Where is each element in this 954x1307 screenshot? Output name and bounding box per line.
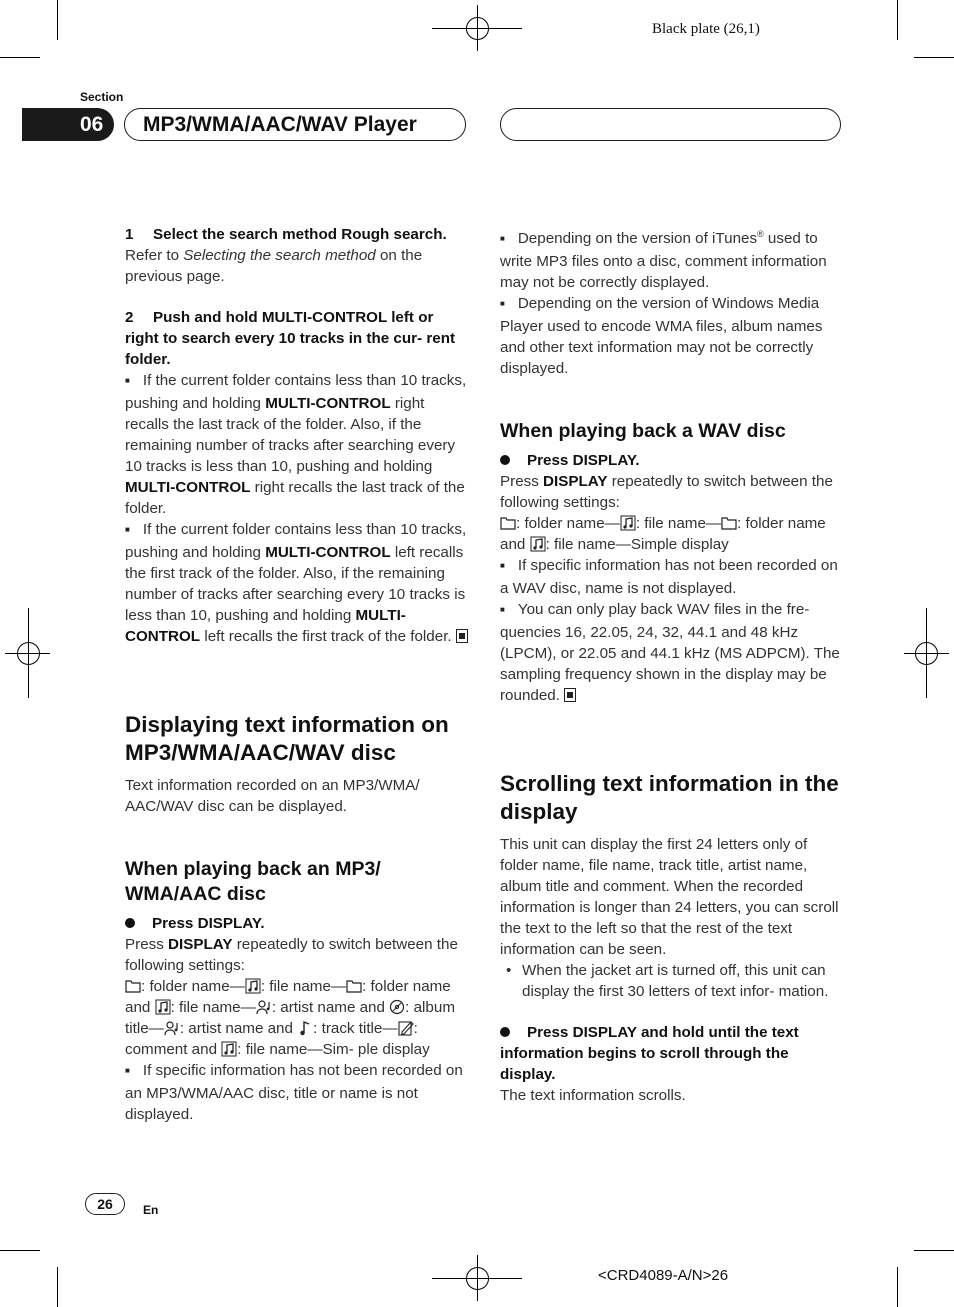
language-label: En	[143, 1203, 159, 1217]
comment-icon	[398, 1020, 414, 1036]
section-subtitle-box	[500, 108, 841, 141]
music-note-icon	[530, 536, 546, 552]
heading-intro-text: Text information recorded on an MP3/WMA/ AAC/WAV disc can be displayed.	[125, 777, 420, 815]
bullet-dot-icon	[125, 918, 135, 928]
press-display-text: Press DISPLAY repeatedly to switch between the following settings:	[125, 936, 458, 974]
crop-mark	[897, 0, 898, 40]
bullet-dot-icon	[500, 1027, 510, 1037]
press-display-step: Press DISPLAY.	[500, 450, 845, 471]
end-mark-icon	[456, 629, 468, 643]
section-label: Section	[80, 90, 124, 104]
bullet-note: ■ Depending on the version of Windows Media Player used to encode WMA files, album names and other text information may not be correctly displayed.	[500, 293, 845, 379]
bullet-note: ■ Depending on the version of iTunes® used to write MP3 files onto a disc, comment information may not be correctly displayed.	[500, 224, 845, 293]
crop-mark	[0, 1250, 40, 1251]
press-display-hold-step: Press DISPLAY and hold until the text information begins to scroll through the display.	[500, 1024, 799, 1084]
crop-mark	[57, 0, 58, 40]
bullet-note: ■ If specific information has not been recorded on a WAV disc, name is not displayed.	[500, 555, 845, 599]
disc-icon	[389, 999, 405, 1015]
step-number: 2	[125, 309, 134, 326]
crop-mark	[914, 1250, 954, 1251]
press-display-step: Press DISPLAY.	[125, 913, 470, 934]
bullet-note: ■ You can only play back WAV files in the fre- quencies 16, 22.05, 24, 32, 44.1 and 48 kHz (LPCM), or 22.05 and 44.1 kHz (MS ADPCM). The sampling frequency shown in the display may be rounded.	[500, 599, 845, 706]
step-1-title: 1 Select the search method Rough search.	[125, 226, 447, 243]
step-2-title: 2 Push and hold MULTI-CONTROL left or right to search every 10 tracks in the cur- rent folder.	[125, 309, 456, 368]
track-icon	[297, 1020, 313, 1036]
folder-icon	[346, 978, 362, 994]
display-settings-sequence: : folder name— : file name— : folder name and : file name— : artist name and : album title— : artist name and : track title— : comment and : file name—Sim- ple display	[125, 978, 455, 1058]
press-display-hold-result: The text information scrolls.	[500, 1087, 686, 1105]
bullet-note: ■ If the current folder contains less than 10 tracks, pushing and holding MULTI-CONTROL left recalls the first track of the folder. Also, if the remaining number of tracks after searching every 10 tracks is less than 10, pushing and holding MULTI-CONTROL left recalls the first track of the folder.	[125, 519, 470, 647]
page-number: 26	[85, 1193, 125, 1215]
bullet-dot-icon	[500, 455, 510, 465]
crop-mark	[897, 1267, 898, 1307]
crop-mark	[914, 57, 954, 58]
bullet-note: ■ If the current folder contains less than 10 tracks, pushing and holding MULTI-CONTROL right recalls the last track of the folder. Also, if the remaining number of tracks after searching every 10 tracks is less than 10, pushing and holding MULTI-CONTROL right recalls the last track of the folder.	[125, 370, 470, 519]
press-display-text: Press DISPLAY repeatedly to switch between the following settings:	[500, 473, 833, 512]
folder-icon	[500, 515, 516, 531]
music-note-icon	[155, 999, 171, 1015]
crop-mark	[57, 1267, 58, 1307]
end-mark-icon	[564, 688, 576, 702]
folder-icon	[721, 515, 737, 531]
subheading-wav-disc: When playing back a WAV disc	[500, 420, 786, 443]
display-settings-sequence: : folder name— : file name— : folder name and : file name—Simple display	[500, 515, 826, 554]
heading-scrolling-text: Scrolling text information in the display	[500, 771, 839, 825]
step-number: 1	[125, 226, 134, 243]
right-column	[500, 224, 845, 1106]
section-title: MP3/WMA/AAC/WAV Player	[124, 108, 466, 141]
music-note-icon	[620, 515, 636, 531]
step-1-text: Refer to Selecting the search method on the previous page.	[125, 247, 423, 285]
music-note-icon	[221, 1041, 237, 1057]
artist-icon	[164, 1020, 180, 1036]
subheading-mp3-wma-aac: When playing back an MP3/ WMA/AAC disc	[125, 858, 381, 905]
left-column	[125, 224, 470, 1125]
heading-displaying-text: Displaying text information on MP3/WMA/AAC/WAV disc	[125, 712, 449, 765]
plate-label: Black plate (26,1)	[652, 21, 760, 37]
section-number: 06	[22, 108, 114, 141]
music-note-icon	[245, 978, 261, 994]
artist-icon	[256, 999, 272, 1015]
document-code: <CRD4089-A/N>26	[598, 1267, 729, 1284]
crop-mark	[0, 57, 40, 58]
bullet-note: ■ If specific information has not been recorded on an MP3/WMA/AAC disc, title or name is not displayed.	[125, 1060, 470, 1125]
scrolling-intro-text: This unit can display the first 24 letters only of folder name, file name, track title, artist name, album title and comment. When the recorded information is longer than 24 letters, you can scroll the text to the left so that the rest of the text information can be seen.	[500, 836, 839, 959]
scrolling-note: • When the jacket art is turned off, this unit can display the first 30 letters of text infor- mation.	[500, 960, 845, 1002]
folder-icon	[125, 978, 141, 994]
